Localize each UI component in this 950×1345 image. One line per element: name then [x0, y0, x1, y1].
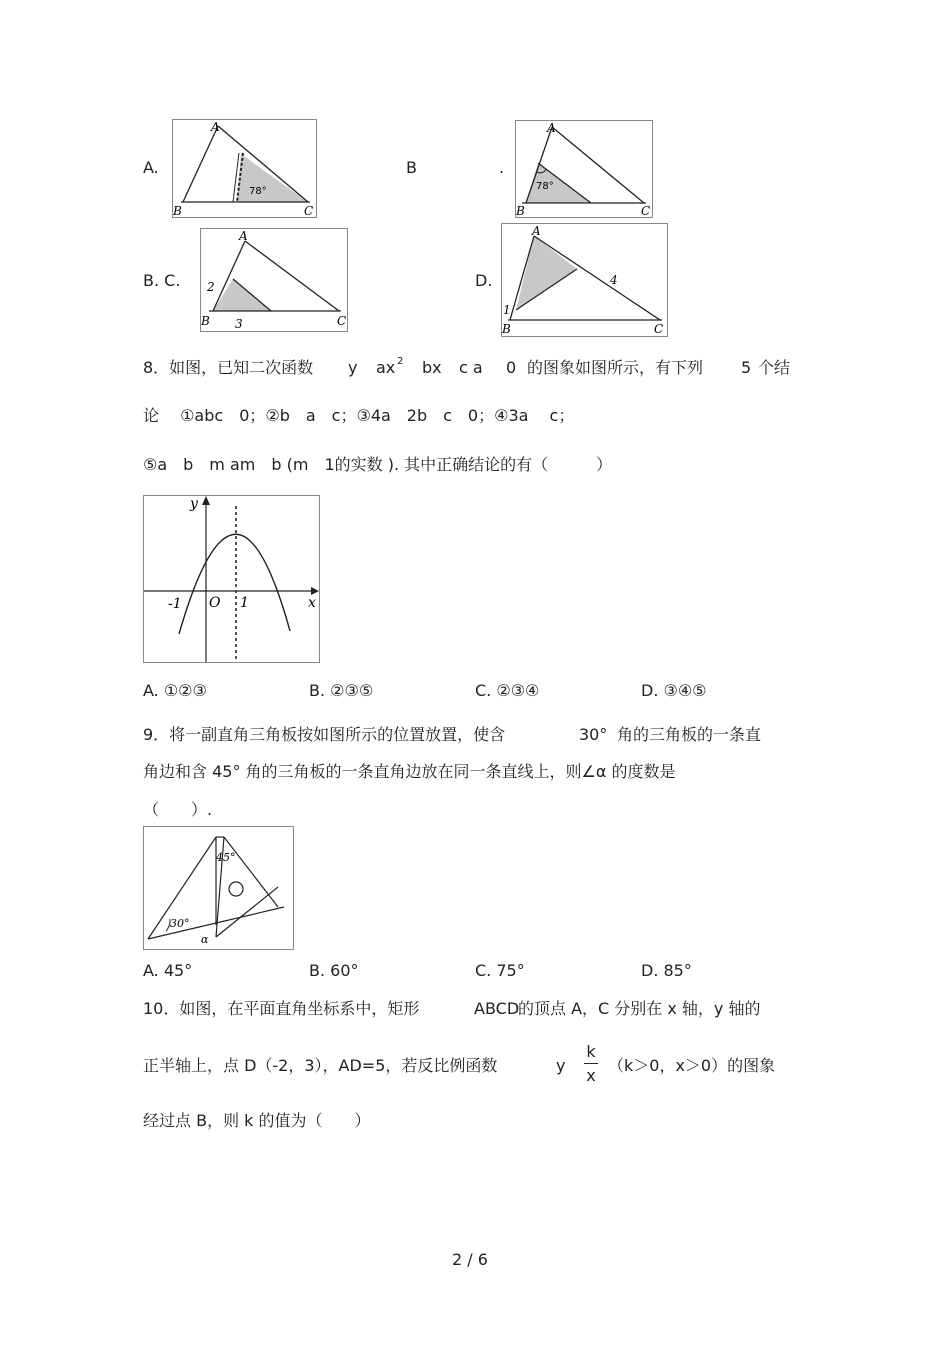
graph-y-label: y [190, 496, 198, 512]
graph-1-label: 1 [240, 595, 249, 611]
fig-C-vertex-B: B [201, 314, 210, 328]
q8-line1-y: y [348, 358, 358, 377]
fig9-alpha-label: α [201, 933, 209, 946]
q7-option-C-label: B. C. [143, 271, 181, 290]
q9-line2: 角边和含 45° 角的三角板的一条直角边放在同一条直线上，则∠α 的度数是 [143, 762, 676, 781]
fig9-45-label: 45° [216, 851, 236, 864]
fig-C-side-2: 2 [207, 280, 215, 294]
fig-A-angle: 78° [249, 186, 267, 197]
q8-line1-bx: bx [422, 358, 442, 377]
q7-option-A-label: A. [143, 158, 159, 177]
q7-option-B-dot: . [499, 158, 505, 177]
fig-B-vertex-B: B [516, 204, 525, 217]
graph-origin-label: O [209, 595, 221, 611]
q9-option-C: C. 75° [475, 961, 525, 980]
q7-figure-C [200, 228, 348, 332]
q10-line2-b: （k＞0，x＞0）的图象 [608, 1056, 776, 1075]
fig-C-side-3: 3 [235, 317, 243, 331]
q10-line3: 经过点 B，则 k 的值为（ ） [143, 1111, 371, 1130]
fig-A-vertex-A: A [211, 120, 220, 134]
fraction-denominator: x [586, 1066, 596, 1085]
q7-figure-A [172, 119, 317, 218]
graph-x-label: x [308, 595, 316, 611]
q8-line1-c: 个结 [758, 358, 791, 377]
q8-line1-ca: c a [459, 358, 483, 377]
q10-line2-a: 正半轴上，点 D（-2，3），AD=5，若反比例函数 [143, 1056, 498, 1075]
fig-B-vertex-C: C [641, 204, 651, 217]
q9-line1-30: 30° [579, 725, 608, 744]
q8-line1-zero: 0 [506, 358, 517, 377]
q8-line1-a: 8．如图，已知二次函数 [143, 358, 314, 377]
q10-line1-b: 的顶点 A，C 分别在 x 轴，y 轴的 [518, 999, 761, 1018]
q9-line1-a: 9．将一副直角三角板按如图所示的位置放置，使含 [143, 725, 506, 744]
fig-A-vertex-B: B [173, 204, 182, 217]
q8-line1-five: 5 [741, 358, 752, 377]
q10-line1-a: 10．如图，在平面直角坐标系中，矩形 [143, 999, 420, 1018]
q9-option-B: B. 60° [309, 961, 359, 980]
fig-C-vertex-A: A [239, 229, 248, 243]
q8-line3: ⑤a b m am b (m 1的实数 ). 其中正确结论的有（ ） [143, 455, 613, 474]
q8-option-C: C. ②③④ [475, 681, 540, 700]
graph-neg1-label: -1 [168, 596, 182, 612]
q9-line3: （ ）. [143, 800, 213, 819]
page-number: 2 / 6 [452, 1250, 488, 1269]
fig-D-side-4: 4 [610, 273, 618, 287]
q7-figure-D [501, 223, 668, 337]
fig-A-vertex-C: C [304, 204, 314, 217]
q7-figure-B [515, 120, 653, 218]
q8-line1-sup: 2 [397, 356, 404, 367]
q8-option-A: A. ①②③ [143, 681, 207, 700]
q8-option-B: B. ②③⑤ [309, 681, 374, 700]
q10-line1-abcd: ABCD [474, 999, 520, 1018]
fig-D-vertex-A: A [532, 224, 541, 238]
fraction-numerator: k [586, 1042, 596, 1061]
fig-D-angle-1: 1 [503, 303, 511, 317]
q8-parabola-graph [143, 495, 320, 663]
q9-option-D: D. 85° [641, 961, 692, 980]
q9-triangles-figure [143, 826, 294, 950]
q9-line1-b: 角的三角板的一条直 [617, 725, 762, 744]
q8-line1-ax: ax [376, 358, 396, 377]
q10-fraction-k-over-x [584, 1042, 598, 1085]
q7-option-D-label: D. [475, 271, 493, 290]
fig-C-vertex-C: C [337, 314, 347, 328]
fig-D-vertex-B: B [502, 322, 511, 336]
q7-option-B-label: B [406, 158, 417, 177]
q10-line2-y: y [556, 1056, 566, 1075]
fig-D-vertex-C: C [654, 322, 664, 336]
fraction-bar [584, 1063, 598, 1064]
fig9-30-label: 30° [170, 917, 190, 930]
q8-line1-b: 的图象如图所示，有下列 [527, 358, 704, 377]
q9-option-A: A. 45° [143, 961, 193, 980]
q8-line2: 论 ①abc 0；②b a c；③4a 2b c 0；④3a c； [143, 406, 575, 425]
fig-B-angle: 78° [536, 181, 554, 192]
q8-option-D: D. ③④⑤ [641, 681, 707, 700]
fig-B-vertex-A: A [547, 121, 556, 135]
